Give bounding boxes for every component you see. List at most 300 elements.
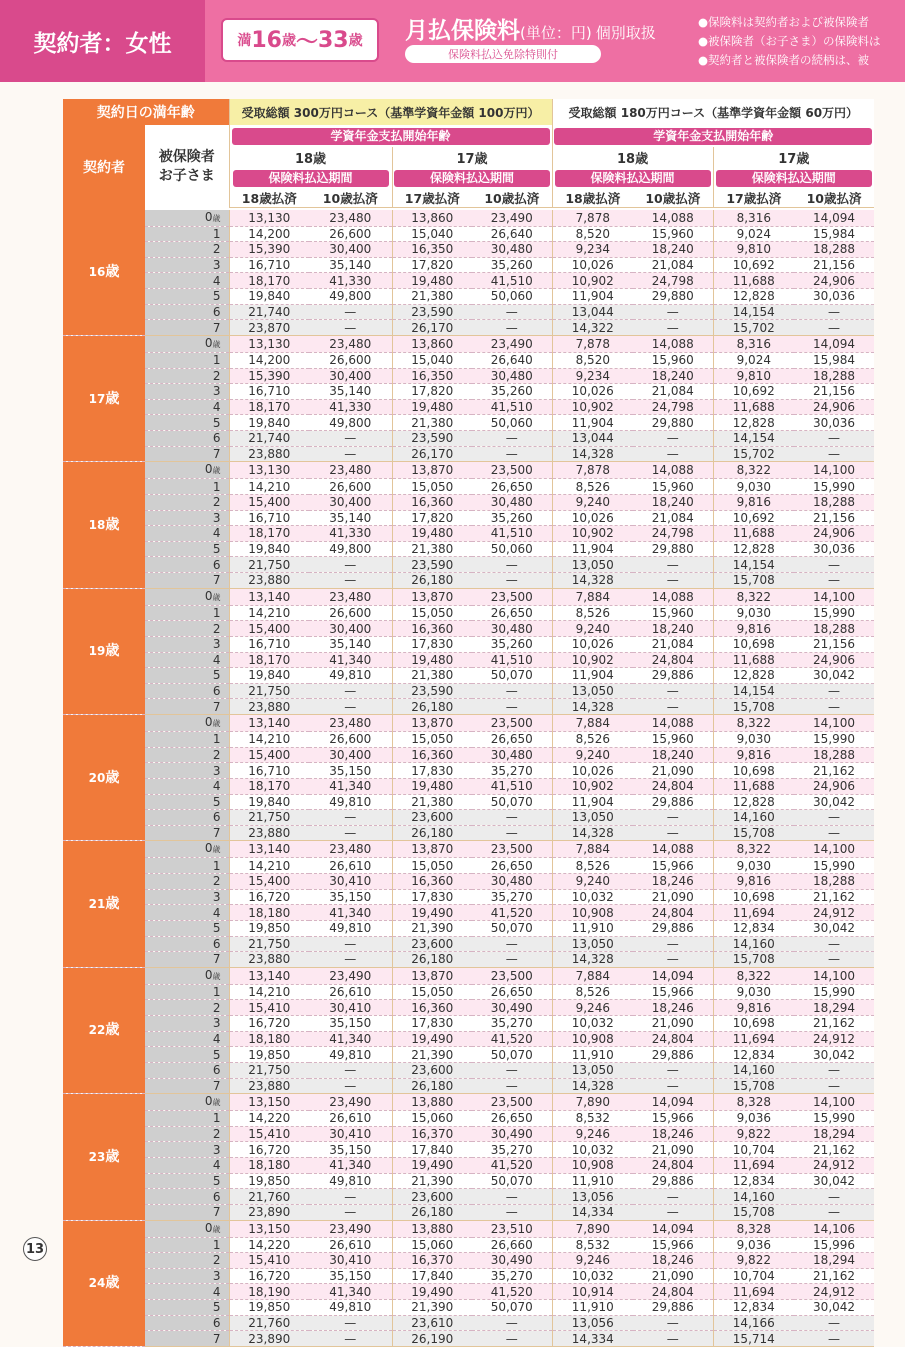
premium-cell: 11,694 [713, 905, 794, 921]
premium-cell: — [794, 936, 874, 952]
premium-cell: 23,600 [392, 1189, 472, 1205]
col-10-paid: 10歳払済 [309, 189, 392, 208]
premium-cell: 13,860 [392, 210, 472, 227]
premium-cell: 14,088 [633, 462, 713, 479]
premium-cell: 13,044 [552, 431, 633, 447]
premium-cell: 10,902 [552, 778, 633, 794]
child-age-unit: 歳 [212, 971, 221, 981]
premium-cell: 7,878 [552, 210, 633, 227]
header-course-300: 受取総額 300万円コース（基準学資年金額 100万円） [229, 99, 552, 125]
premium-cell: 30,410 [309, 1126, 392, 1142]
contractor-age [63, 841, 145, 967]
premium-cell: 41,330 [309, 399, 392, 415]
premium-cell: 21,084 [633, 257, 713, 273]
premium-cell: 49,810 [309, 668, 392, 684]
age-range-to: 33 [318, 27, 349, 53]
premium-cell: 10,698 [713, 889, 794, 905]
premium-cell: 35,140 [309, 257, 392, 273]
premium-cell: 12,834 [713, 1047, 794, 1063]
premium-cell: 30,480 [472, 621, 552, 637]
table-row [63, 462, 874, 479]
premium-cell: 19,840 [229, 541, 309, 557]
premium-cell: 14,328 [552, 1078, 633, 1094]
age-range-sep: ～ [295, 29, 318, 55]
premium-cell: 41,340 [309, 1284, 392, 1300]
premium-cell: 9,036 [713, 1111, 794, 1127]
start-age-label: 学資年金支払開始年齢 [232, 128, 550, 145]
premium-cell: 14,200 [229, 226, 309, 242]
premium-cell: 10,692 [713, 384, 794, 400]
premium-cell: — [633, 1189, 713, 1205]
premium-cell: — [633, 1204, 713, 1220]
premium-cell: — [309, 1078, 392, 1094]
child-age: 0歳 [145, 462, 229, 479]
premium-cell: 49,800 [309, 415, 392, 431]
premium-cell: — [309, 446, 392, 462]
premium-cell: 11,694 [713, 1158, 794, 1174]
premium-cell: 19,850 [229, 1173, 309, 1189]
premium-cell: 21,750 [229, 557, 309, 573]
col-10-paid: 10歳払済 [794, 189, 874, 208]
child-age: 7 [145, 699, 229, 715]
child-age: 7 [145, 825, 229, 841]
premium-cell: 15,714 [713, 1331, 794, 1347]
premium-cell: 26,600 [309, 479, 392, 495]
child-age: 1 [145, 605, 229, 621]
premium-cell: 35,140 [309, 510, 392, 526]
premium-cell: — [794, 1331, 874, 1347]
premium-cell: 9,024 [713, 352, 794, 368]
premium-cell: 18,288 [794, 368, 874, 384]
premium-cell: 13,140 [229, 588, 309, 605]
premium-cell: 35,150 [309, 1268, 392, 1284]
premium-cell: 14,088 [633, 588, 713, 605]
child-age-unit: 歳 [212, 1224, 221, 1234]
child-age: 5 [145, 1300, 229, 1316]
child-age: 3 [145, 889, 229, 905]
premium-cell: 18,180 [229, 1031, 309, 1047]
contractor-age [63, 588, 145, 714]
table-row [63, 652, 874, 668]
premium-cell: 23,590 [392, 304, 472, 320]
premium-cell: 15,960 [633, 352, 713, 368]
premium-cell: 35,270 [472, 763, 552, 779]
child-age: 6 [145, 1189, 229, 1205]
premium-cell: 41,520 [472, 1031, 552, 1047]
premium-cell: 15,040 [392, 226, 472, 242]
premium-cell: — [309, 320, 392, 336]
premium-cell: 21,750 [229, 936, 309, 952]
premium-cell: 21,162 [794, 763, 874, 779]
premium-cell: 10,908 [552, 1158, 633, 1174]
age-range-unit: 歳 [281, 33, 296, 49]
premium-cell: 49,810 [309, 1173, 392, 1189]
premium-cell: 30,400 [309, 242, 392, 258]
premium-cell: 14,160 [713, 1062, 794, 1078]
premium-cell: 23,610 [392, 1315, 472, 1331]
table-row [63, 352, 874, 368]
premium-cell: 24,804 [633, 1158, 713, 1174]
premium-cell: 14,100 [794, 588, 874, 605]
premium-cell: 7,884 [552, 715, 633, 732]
table-row [63, 1315, 874, 1331]
premium-cell: 13,880 [392, 1094, 472, 1111]
premium-cell: 16,710 [229, 636, 309, 652]
premium-cell: 13,140 [229, 715, 309, 732]
table-row [63, 304, 874, 320]
title-handling: 個別取扱 [595, 24, 656, 42]
premium-cell: 21,156 [794, 636, 874, 652]
premium-cell: 21,162 [794, 1268, 874, 1284]
child-age: 6 [145, 557, 229, 573]
premium-cell: — [794, 1062, 874, 1078]
table-row [63, 984, 874, 1000]
premium-cell: 23,480 [309, 588, 392, 605]
premium-cell: 26,610 [309, 984, 392, 1000]
premium-cell: 15,060 [392, 1237, 472, 1253]
table-row [63, 747, 874, 763]
premium-cell: 30,036 [794, 415, 874, 431]
premium-cell: 14,160 [713, 810, 794, 826]
premium-cell: 11,910 [552, 1300, 633, 1316]
premium-cell: 14,210 [229, 605, 309, 621]
premium-cell: 17,840 [392, 1142, 472, 1158]
premium-cell: 49,800 [309, 541, 392, 557]
premium-cell: 26,610 [309, 858, 392, 874]
child-age: 4 [145, 526, 229, 542]
premium-cell: 18,246 [633, 1000, 713, 1016]
premium-cell: 23,500 [472, 588, 552, 605]
premium-cell: — [472, 320, 552, 336]
premium-cell: 23,480 [309, 462, 392, 479]
premium-cell: 18,180 [229, 1158, 309, 1174]
premium-cell: 19,840 [229, 289, 309, 305]
premium-cell: 14,100 [794, 1094, 874, 1111]
premium-cell: 35,270 [472, 1142, 552, 1158]
premium-cell: 21,084 [633, 510, 713, 526]
premium-cell: 29,886 [633, 920, 713, 936]
premium-cell: 24,804 [633, 778, 713, 794]
premium-cell: 11,910 [552, 920, 633, 936]
premium-cell: 23,500 [472, 967, 552, 984]
premium-cell: — [472, 1204, 552, 1220]
premium-cell: 23,490 [472, 210, 552, 227]
premium-cell: 9,246 [552, 1126, 633, 1142]
premium-cell: 15,960 [633, 479, 713, 495]
table-row [63, 889, 874, 905]
premium-cell: 18,240 [633, 242, 713, 258]
contractor-age [63, 335, 145, 461]
contractor-age-unit: 歳 [105, 1148, 120, 1165]
start-age-17: 17歳 [392, 147, 552, 167]
premium-cell: 15,410 [229, 1253, 309, 1269]
child-age: 6 [145, 431, 229, 447]
table-row [63, 588, 874, 605]
premium-cell: 10,026 [552, 257, 633, 273]
premium-cell: 23,880 [229, 952, 309, 968]
table-row [63, 905, 874, 921]
premium-cell: 14,088 [633, 715, 713, 732]
table-row [63, 952, 874, 968]
premium-cell: 7,884 [552, 588, 633, 605]
premium-cell: 26,180 [392, 573, 472, 589]
table-row [63, 1284, 874, 1300]
premium-cell: 16,370 [392, 1253, 472, 1269]
header-insured-line1: 被保険者 [158, 149, 215, 166]
child-age: 0歳 [145, 588, 229, 605]
premium-cell: — [472, 557, 552, 573]
premium-cell: 24,798 [633, 399, 713, 415]
premium-cell: 14,088 [633, 210, 713, 227]
premium-cell: 14,220 [229, 1111, 309, 1127]
premium-cell: 29,880 [633, 289, 713, 305]
premium-cell: 35,150 [309, 1016, 392, 1032]
premium-cell: — [472, 446, 552, 462]
table-row [63, 557, 874, 573]
premium-cell: 26,640 [472, 226, 552, 242]
premium-cell: — [794, 1315, 874, 1331]
premium-cell: 16,350 [392, 242, 472, 258]
contractor-age [63, 462, 145, 588]
child-age: 2 [145, 1126, 229, 1142]
child-age: 7 [145, 446, 229, 462]
table-row [63, 526, 874, 542]
premium-cell: — [633, 1315, 713, 1331]
title-unit: (単位：円) [520, 24, 592, 42]
table-row [63, 920, 874, 936]
child-age: 7 [145, 1331, 229, 1347]
premium-cell: 15,400 [229, 494, 309, 510]
start-age-label: 学資年金支払開始年齢 [554, 128, 872, 145]
premium-cell: 11,904 [552, 415, 633, 431]
premium-cell: 19,490 [392, 905, 472, 921]
premium-cell: — [794, 304, 874, 320]
premium-cell: 35,270 [472, 1016, 552, 1032]
premium-cell: 13,870 [392, 462, 472, 479]
table-row [63, 825, 874, 841]
premium-cell: 21,162 [794, 1142, 874, 1158]
child-age: 2 [145, 874, 229, 890]
premium-cell: 26,170 [392, 446, 472, 462]
premium-cell: 19,480 [392, 526, 472, 542]
contractor-age [63, 210, 145, 336]
premium-cell: 10,032 [552, 1268, 633, 1284]
premium-cell: 23,490 [309, 1094, 392, 1111]
premium-cell: 15,050 [392, 984, 472, 1000]
premium-cell: — [472, 825, 552, 841]
table-row [63, 1268, 874, 1284]
premium-cell: 19,480 [392, 273, 472, 289]
child-age: 7 [145, 1204, 229, 1220]
premium-cell: 10,698 [713, 1016, 794, 1032]
premium-cell: — [309, 1062, 392, 1078]
child-age: 3 [145, 1142, 229, 1158]
premium-cell: 15,708 [713, 1204, 794, 1220]
premium-cell: 26,650 [472, 1111, 552, 1127]
premium-cell: 10,692 [713, 257, 794, 273]
child-age: 5 [145, 1173, 229, 1189]
premium-cell: 24,906 [794, 399, 874, 415]
premium-cell: 10,032 [552, 889, 633, 905]
child-age: 2 [145, 242, 229, 258]
premium-cell: 30,480 [472, 494, 552, 510]
premium-cell: 24,804 [633, 905, 713, 921]
premium-cell: 10,698 [713, 636, 794, 652]
premium-cell: 35,270 [472, 1268, 552, 1284]
premium-cell: 13,880 [392, 1220, 472, 1237]
premium-cell: 9,030 [713, 732, 794, 748]
premium-cell: 21,084 [633, 384, 713, 400]
age-range-box [221, 18, 379, 62]
child-age: 3 [145, 510, 229, 526]
premium-cell: 30,400 [309, 621, 392, 637]
table-row [63, 1047, 874, 1063]
premium-cell: 12,828 [713, 289, 794, 305]
child-age: 3 [145, 1268, 229, 1284]
premium-cell: 12,828 [713, 668, 794, 684]
premium-cell: — [309, 304, 392, 320]
child-age: 2 [145, 1000, 229, 1016]
premium-cell: 8,532 [552, 1111, 633, 1127]
table-row [63, 384, 874, 400]
child-age: 3 [145, 257, 229, 273]
child-age: 2 [145, 747, 229, 763]
table-row [63, 936, 874, 952]
premium-cell: 14,154 [713, 304, 794, 320]
premium-cell: 23,490 [472, 335, 552, 352]
premium-cell: — [633, 1062, 713, 1078]
table-row [63, 257, 874, 273]
premium-cell: 49,810 [309, 794, 392, 810]
premium-cell: 11,904 [552, 668, 633, 684]
premium-cell: 50,070 [472, 1300, 552, 1316]
premium-cell: — [633, 683, 713, 699]
premium-cell: — [794, 557, 874, 573]
premium-cell: 11,904 [552, 541, 633, 557]
premium-cell: 15,984 [794, 226, 874, 242]
premium-cell: 13,056 [552, 1189, 633, 1205]
table-row [63, 1253, 874, 1269]
child-age: 2 [145, 368, 229, 384]
premium-cell: 13,870 [392, 588, 472, 605]
child-age: 1 [145, 1237, 229, 1253]
premium-cell: 23,600 [392, 1062, 472, 1078]
child-age: 5 [145, 668, 229, 684]
premium-cell: 35,260 [472, 510, 552, 526]
premium-cell: 15,390 [229, 368, 309, 384]
table-row [63, 763, 874, 779]
premium-cell: 18,246 [633, 1253, 713, 1269]
premium-cell: 14,100 [794, 462, 874, 479]
pay-period-label: 保険料払込期間 [555, 170, 711, 187]
premium-cell: 9,816 [713, 1000, 794, 1016]
premium-cell: 9,816 [713, 621, 794, 637]
premium-cell: 30,490 [472, 1126, 552, 1142]
premium-cell: 8,526 [552, 479, 633, 495]
premium-cell: 13,130 [229, 335, 309, 352]
premium-cell: 41,520 [472, 1158, 552, 1174]
premium-cell: — [633, 936, 713, 952]
premium-cell: 21,740 [229, 431, 309, 447]
premium-cell: 41,330 [309, 526, 392, 542]
premium-cell: 7,878 [552, 335, 633, 352]
premium-cell: 23,480 [309, 335, 392, 352]
premium-cell: 8,526 [552, 732, 633, 748]
pay-period-label: 保険料払込期間 [394, 170, 550, 187]
contractor-age-value: 21 [88, 897, 106, 912]
premium-cell: 41,510 [472, 526, 552, 542]
premium-cell: 12,834 [713, 920, 794, 936]
page-title [405, 12, 656, 45]
premium-cell: 18,170 [229, 526, 309, 542]
premium-cell: 21,156 [794, 510, 874, 526]
table-row [63, 1189, 874, 1205]
table-row [63, 431, 874, 447]
premium-cell: 15,410 [229, 1126, 309, 1142]
premium-cell: 21,380 [392, 794, 472, 810]
premium-cell: 26,600 [309, 226, 392, 242]
premium-cell: 18,240 [633, 494, 713, 510]
table-row [63, 273, 874, 289]
premium-cell: 26,180 [392, 1078, 472, 1094]
premium-cell: — [472, 683, 552, 699]
premium-cell: — [472, 1189, 552, 1205]
premium-cell: 13,860 [392, 335, 472, 352]
child-age: 5 [145, 794, 229, 810]
premium-cell: 29,880 [633, 541, 713, 557]
child-age: 1 [145, 732, 229, 748]
table-row [63, 1062, 874, 1078]
premium-cell: 26,170 [392, 320, 472, 336]
contractor-age [63, 1094, 145, 1220]
premium-cell: 14,334 [552, 1204, 633, 1220]
premium-cell: 7,890 [552, 1220, 633, 1237]
premium-cell: 24,906 [794, 778, 874, 794]
premium-cell: 15,966 [633, 858, 713, 874]
child-age: 0歳 [145, 967, 229, 984]
premium-cell: 15,996 [794, 1237, 874, 1253]
premium-cell: 10,914 [552, 1284, 633, 1300]
premium-cell: 30,480 [472, 874, 552, 890]
premium-cell: 9,240 [552, 621, 633, 637]
premium-cell: 10,032 [552, 1016, 633, 1032]
premium-cell: — [472, 810, 552, 826]
child-age-unit: 歳 [212, 213, 221, 223]
start-age-18: 18歳 [552, 147, 713, 167]
premium-cell: — [309, 557, 392, 573]
table-row [63, 778, 874, 794]
premium-cell: 21,390 [392, 920, 472, 936]
premium-cell: 21,090 [633, 1268, 713, 1284]
premium-cell: 9,030 [713, 479, 794, 495]
premium-cell: 23,490 [309, 1220, 392, 1237]
premium-cell: 15,990 [794, 858, 874, 874]
premium-cell: 24,912 [794, 1031, 874, 1047]
table-row [63, 605, 874, 621]
premium-cell: 30,400 [309, 368, 392, 384]
premium-cell: 26,650 [472, 732, 552, 748]
premium-cell: 30,480 [472, 368, 552, 384]
premium-cell: 14,160 [713, 936, 794, 952]
premium-cell: 41,340 [309, 778, 392, 794]
contractor-age [63, 715, 145, 841]
premium-cell: 35,260 [472, 636, 552, 652]
premium-cell: 41,520 [472, 905, 552, 921]
premium-cell: 9,234 [552, 242, 633, 258]
child-age: 4 [145, 905, 229, 921]
premium-cell: — [309, 683, 392, 699]
premium-cell: 13,050 [552, 936, 633, 952]
